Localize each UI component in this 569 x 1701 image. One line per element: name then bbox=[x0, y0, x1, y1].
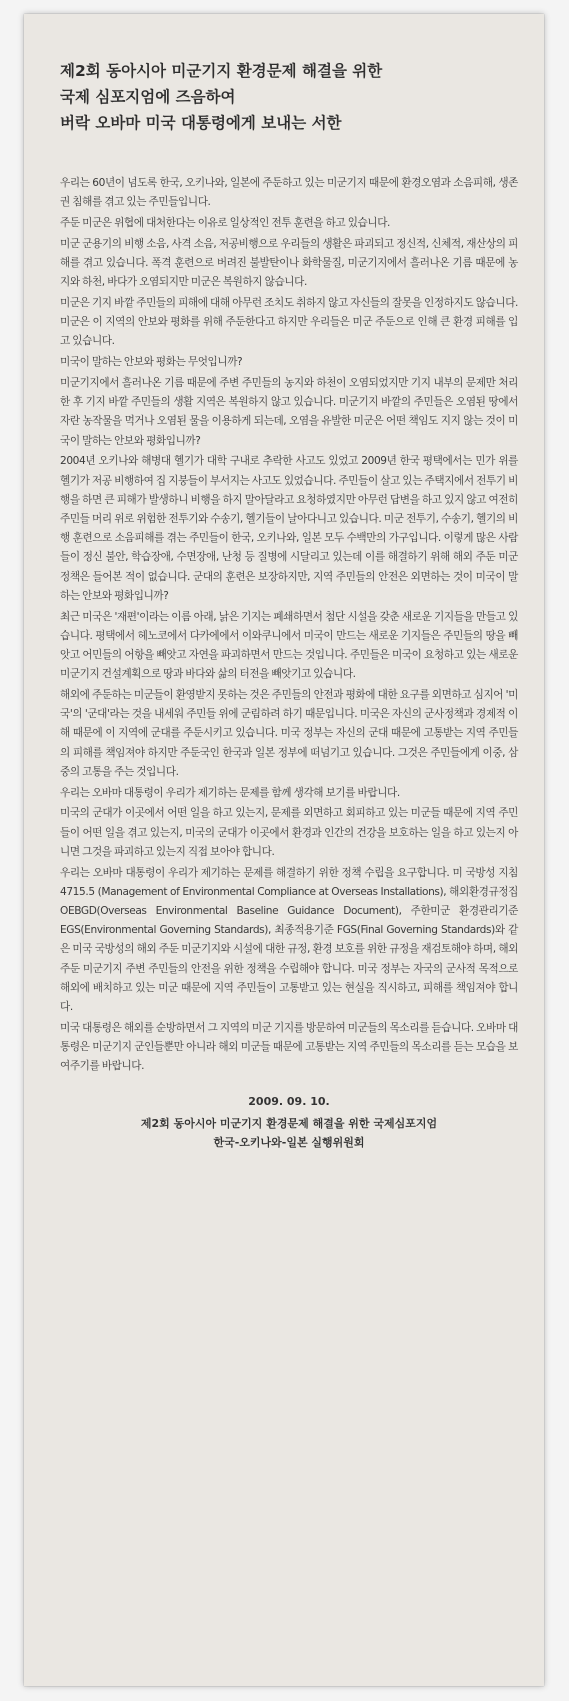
letter-body bbox=[60, 174, 518, 1076]
letter-title bbox=[60, 58, 518, 136]
paragraph: 미국 대통령은 해외를 순방하면서 그 지역의 미군 기지를 방문하여 미군들의 목소리를 듣습니다. 오바마 대통령은 미군기지 군인들뿐만 아니라 해외 미군들 때문에 고통받는 지역 주민들의 목소리를 듣는 모습을 보여주기를 바랍니다. bbox=[60, 1021, 518, 1073]
title-line: 제2회 동아시아 미군기지 환경문제 해결을 위한 bbox=[60, 62, 383, 80]
paragraph: 미국의 군대가 이곳에서 어떤 일을 하고 있는지, 문제를 외면하고 회피하고 있는 미군들 때문에 지역 주민들이 어떤 일을 겪고 있는지, 미국의 군대가 이곳에서 환경과 인간의 건강을 보호하는 일을 하고 있는지 아니면 그것을 파괴하고 있는지 직접 보아야 합니다. bbox=[60, 807, 518, 858]
paragraph: 미군기지에서 흘러나온 기름 때문에 주변 주민들의 농지와 하천이 오염되었지만 기지 내부의 문제만 처리한 후 기지 바깥 주민들의 생활 지역은 복원하지 않고 있습니다. 미군기지 바깥의 주민들은 오염된 땅에서 자란 농작물을 먹거나 오염된 물을 이용하게 되는데, 오염을 유발한 미군은 어떤 책임도 지지 않는 것이 미국이 말하는 안보와 평화입니까? bbox=[60, 377, 518, 447]
organization-name: 제2회 동아시아 미군기지 환경문제 해결을 위한 국제심포지엄 bbox=[140, 1117, 438, 1131]
signature-block bbox=[60, 1090, 518, 1152]
paragraph: 우리는 오바마 대통령이 우리가 제기하는 문제를 해결하기 위한 정책 수립을 요구합니다. 미 국방성 지침 4715.5 (Management of Environmental Compliance at Overseas Installations), 해외환경규정집 OEBGD(Overseas Environmental Baseline Guidance Document), 주한미군 환경관리기준 EGS(Environmental Governing Standards), 최종적용기준 FGS(Final Governing Standards)와 같은 미국 국방성의 해외 주둔 미군기지와 시설에 대한 규정, 환경 보호를 위한 규정을 재검토해야 하며, 해외 주둔 미군기지 주변 주민들의 안전을 위한 정책을 수립해야 합니다. 미국 정부는 자국의 군사적 목적으로 해외에 배치하고 있는 미군 때문에 지역 주민들이 고통받고 있는 현실을 직시하고, 피해를 책임져야 합니다. bbox=[60, 866, 518, 1014]
paragraph: 미군 군용기의 비행 소음, 사격 소음, 저공비행으로 우리들의 생활은 파괴되고 정신적, 신체적, 재산상의 피해를 겪고 있습니다. 폭격 훈련으로 버려진 불발탄이나 화학물질, 미군기지에서 흘러나온 기름 때문에 농지와 하천, 바다가 오염되지만 미군은 복원하지 않습니다. bbox=[60, 237, 518, 289]
paragraph: 미군은 기지 바깥 주민들의 피해에 대해 아무런 조치도 취하지 않고 자신들의 잘못을 인정하지도 않습니다. 미군은 이 지역의 안보와 평화를 위해 주둔한다고 하지만 우리들은 미군 주둔으로 인해 큰 환경 피해를 입고 있습니다. bbox=[60, 297, 518, 348]
letter-date: 2009. 09. 10. bbox=[248, 1095, 330, 1109]
paragraph: 미국이 말하는 안보와 평화는 무엇입니까? bbox=[60, 356, 243, 369]
paragraph: 주둔 미군은 위협에 대처한다는 이유로 일상적인 전투 훈련을 하고 있습니다. bbox=[60, 217, 391, 229]
committee-name: 한국-오키나와-일본 실행위원회 bbox=[213, 1136, 365, 1150]
letter-sheet bbox=[24, 14, 544, 1686]
paragraph: 최근 미국은 '재편'이라는 이름 아래, 낡은 기지는 폐쇄하면서 첨단 시설을 갖춘 새로운 기지들을 만들고 있습니다. 평택에서 헤노코에서 다카에에서 이와쿠니에서 미국이 만드는 새로운 기지들은 주민들의 땅을 빼앗고 어민들의 어항을 빼앗고 자연을 파괴하면서 만드는 것입니다. 주민들은 미국이 요청하고 있는 새로운 미군기지 건설계획으로 땅과 바다와 삶의 터전을 빼앗기고 있습니다. bbox=[60, 610, 518, 681]
paragraph: 해외에 주둔하는 미군들이 환영받지 못하는 것은 주민들의 안전과 평화에 대한 요구를 외면하고 심지어 '미국'의 '군대'라는 것을 내세워 주민들 위에 군림하려 하기 때문입니다. 미국은 자신의 군사정책과 경제적 이해 때문에 이 지역에 군대를 주둔시키고 있습니다. 미국 정부는 자신의 군대 때문에 고통받는 지역 주민들의 피해를 책임져야 하지만 주둔국인 한국과 일본 정부에 떠넘기고 있습니다. 그것은 주민들에게 이중, 삼중의 고통을 주는 것입니다. bbox=[60, 689, 518, 778]
paragraph: 우리는 오바마 대통령이 우리가 제기하는 문제를 함께 생각해 보기를 바랍니다. bbox=[60, 786, 400, 799]
title-line: 국제 심포지엄에 즈음하여 bbox=[60, 88, 236, 106]
paragraph: 우리는 60년이 넘도록 한국, 오키나와, 일본에 주둔하고 있는 미군기지 때문에 환경오염과 소음피해, 생존권 침해를 겪고 있는 주민들입니다. bbox=[60, 177, 518, 209]
paragraph: 2004년 오키나와 해병대 헬기가 대학 구내로 추락한 사고도 있었고 2009년 한국 평택에서는 민가 위를 헬기가 저공 비행하여 집 지붕들이 부서지는 사고도 있었습니다. 주민들이 살고 있는 주택지에서 전투기 비행을 하면 큰 피해가 발생하니 비행을 하지 말아달라고 요청하였지만 아무런 답변을 하고 있지 않고 여전히 주민들 머리 위로 위험한 전투기와 수송기, 헬기들이 날아다니고 있습니다. 미군 전투기, 수송기, 헬기의 비행 훈련으로 소음피해를 겪는 주민들이 한국, 오키나와, 일본 모두 수백만의 가구입니다. 이렇게 많은 사람들이 정신 불안, 학습장애, 수면장애, 난청 등 질병에 시달리고 있는데 이를 해결하기 위해 해외 주둔 미군 정책은 들어본 적이 없습니다. 군대의 훈련은 보장하지만, 지역 주민들의 안전은 외면하는 것이 미국이 말하는 안보와 평화입니까? bbox=[60, 455, 518, 602]
title-line: 버락 오바마 미국 대통령에게 보내는 서한 bbox=[60, 114, 342, 132]
